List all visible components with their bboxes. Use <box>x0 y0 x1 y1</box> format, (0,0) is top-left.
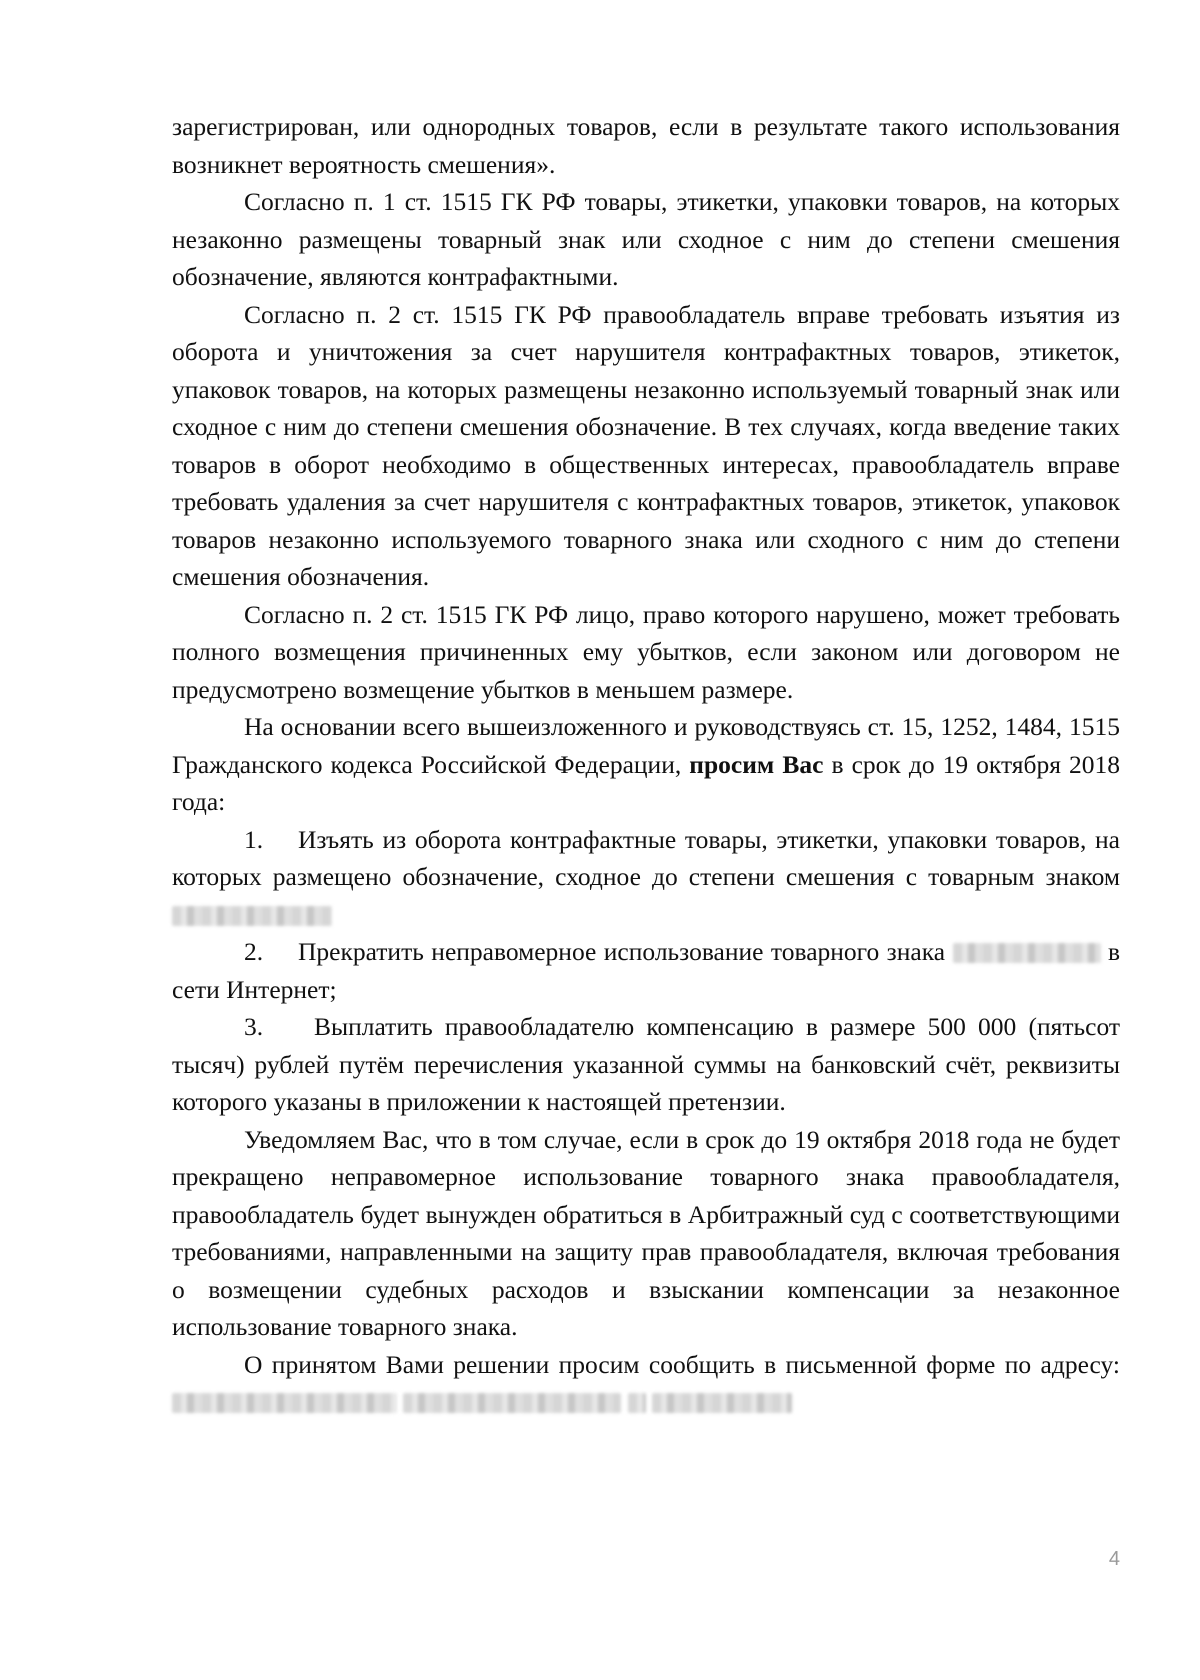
list-item-2-text: Прекратить неправомерное использование товарного знака <box>298 937 946 966</box>
list-item-2-end: в сети Интернет; <box>172 937 1120 1004</box>
redacted-address-part <box>403 1393 621 1413</box>
list-item-2 <box>172 933 1120 1008</box>
redacted-address-part <box>172 1393 397 1413</box>
paragraph-seizure-rights: Согласно п. 2 ст. 1515 ГК РФ правообладатель вправе требовать изъятия из оборота и уничтожения за счет нарушителя контрафактных товаров, этикеток, упаковок товаров, на которых размещены незаконно используемый товарный знак или сходное с ним до степени смешения обозначение. В тех случаях, когда введение таких товаров в оборот необходимо в общественных интересах, правообладатель вправе требовать удаления за счет нарушителя с контрафактных товаров, этикеток, упаковок товаров незаконно используемого товарного знака или сходного с ним до степени смешения обозначения. <box>172 299 1120 591</box>
paragraph-demand <box>172 708 1120 821</box>
paragraph-damages: Согласно п. 2 ст. 1515 ГК РФ лицо, право которого нарушено, может требовать полного возмещения причиненных ему убытков, если законом или договором не предусмотрено возмещение убытков в меньшем размере. <box>172 599 1120 704</box>
redacted-trademark <box>172 906 332 926</box>
list-item-3 <box>172 1008 1120 1121</box>
reply-request-text: О принятом Вами решении просим сообщить в письменной форме по адресу: <box>244 1349 1120 1379</box>
list-number-3: 3. <box>244 1012 264 1041</box>
list-number-1: 1. <box>244 824 264 854</box>
list-number-2: 2. <box>244 937 264 966</box>
paragraph-reply-request <box>172 1346 1120 1421</box>
paragraph-warning: Уведомляем Вас, что в том случае, если в срок до 19 октября 2018 года не будет прекращено неправомерное использование товарного знака правообладателя, правообладатель будет вынужден обратиться в Арбитражный суд с соответствующими требованиями, направленными на защиту прав правообладателя, включая требования о возмещении судебных расходов и взыскании компенсации за незаконное использование товарного знака. <box>172 1124 1120 1341</box>
redacted-trademark <box>953 943 1101 963</box>
demand-bold-text: просим Вас <box>689 749 824 779</box>
demand-text-end: в срок до 19 октября 2018 года: <box>172 749 1121 816</box>
list-item-1-text: Изъять из оборота контрафактные товары, этикетки, упаковки товаров, на которых размещено обозначение, сходное до степени смешения с товарным знаком <box>172 824 1120 891</box>
page-number: 4 <box>1108 1548 1120 1570</box>
list-item-1 <box>172 821 1120 934</box>
redacted-address-part <box>628 1393 646 1413</box>
paragraph-counterfeit-definition: Согласно п. 1 ст. 1515 ГК РФ товары, этикетки, упаковки товаров, на которых незаконно размещены товарный знак или сходное с ним до степени смешения обозначение, являются контрафактными. <box>172 187 1120 291</box>
list-item-3-text: Выплатить правообладателю компенсацию в размере 500 000 (пятьсот тысяч) рублей путём перечисления указанной суммы на банковский счёт, реквизиты которого указаны в приложении к настоящей претензии. <box>172 1012 1120 1116</box>
demand-text-start: На основании всего вышеизложенного и руководствуясь ст. 15, 1252, 1484, 1515 Гражданского кодекса Российской Федерации, <box>172 712 1120 779</box>
document-body <box>172 108 1120 1421</box>
paragraph-continuation: зарегистрирован, или однородных товаров, если в результате такого использования возникнет вероятность смешения». <box>172 112 1120 179</box>
redacted-address-part <box>652 1393 792 1413</box>
